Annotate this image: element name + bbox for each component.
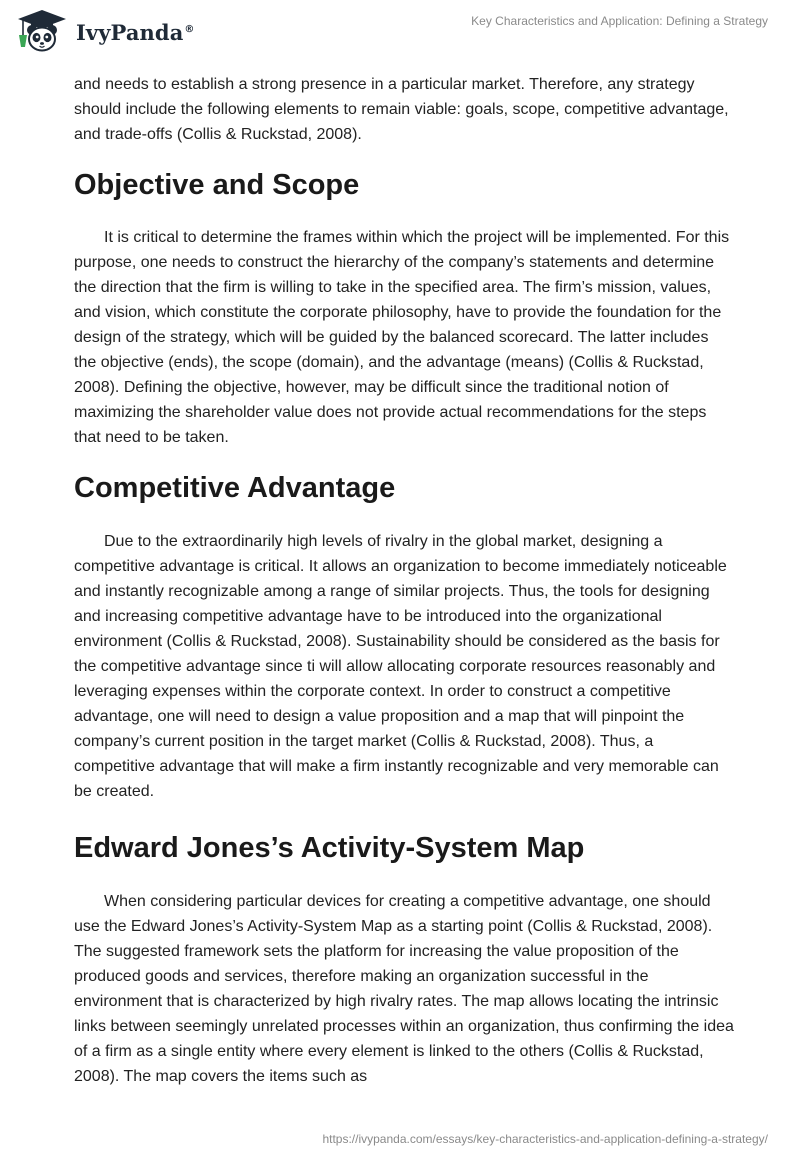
essay-body [74, 72, 734, 1089]
section-heading-activity-system-map: Edward Jones’s Activity-System Map [74, 832, 585, 864]
section-paragraph-competitive-advantage: Due to the extraordinarily high levels of rivalry in the global market, designing a competitive advantage is critical. It allows an organization to become immediately noticeable and instantly recognizable among a range of similar projects. Thus, the tools for designing and increasing competitive advantage have to be introduced into the organizational environment (Collis & Ruckstad, 2008). Sustainability should be considered as the basis for the competitive advantage since ti will allow allocating corporate resources reasonably and leveraging expenses within the corporate context. In order to construct a competitive advantage, one will need to design a value proposition and a map that will pinpoint the company’s current position in the target market (Collis & Ruckstad, 2008). Thus, a competitive advantage that will make a firm instantly recognizable and very memorable can be created. [74, 533, 727, 800]
section-paragraph-activity-system-map: When considering particular devices for creating a competitive advantage, one should use the Edward Jones’s Activity-System Map as a starting point (Collis & Ruckstad, 2008). The suggested framework sets the platform for increasing the value proposition of the produced goods and services, therefore making an organization successful in the environment that is characterized by high rivalry rates. The map allows locating the intrinsic links between seemingly unrelated processes within an organization, thus confirming the idea of a firm as a single entity where every element is linked to the others (Collis & Ruckstad, 2008). The map covers the items such as [74, 893, 734, 1085]
registered-mark: ® [184, 23, 195, 35]
section-heading-competitive-advantage: Competitive Advantage [74, 472, 396, 504]
page-header [0, 0, 800, 62]
section-heading-objective-scope: Objective and Scope [74, 169, 360, 201]
logo-wordmark: IvyPanda® [76, 19, 195, 45]
section-paragraph-objective-scope: It is critical to determine the frames within which the project will be implemented. For this purpose, one needs to construct the hierarchy of the company’s statements and determine the direction that the firm is willing to take in the specified area. The firm’s mission, values, and vision, which constitute the corporate philosophy, have to provide the foundation for the design of the strategy, which will be guided by the balanced scorecard. The latter includes the objective (ends), the scope (domain), and the advantage (means) (Collis & Ruckstad, 2008). Defining the objective, however, may be difficult since the traditional notion of maximizing the shareholder value does not provide actual recommendations for the steps that need to be taken. [74, 229, 730, 446]
source-url-link[interactable]: https://ivypanda.com/essays/key-characteristics-and-application-defining-a-strategy/ [322, 1132, 768, 1146]
document-title: Key Characteristics and Application: Defining a Strategy [471, 14, 768, 28]
intro-paragraph: and needs to establish a strong presence in a particular market. Therefore, any strategy should include the following elements to remain viable: goals, scope, competitive advantage, and trade-offs (Collis & Ruckstad, 2008). [74, 76, 729, 143]
ivypanda-logo[interactable] [14, 8, 195, 54]
panda-graduate-icon [14, 8, 70, 54]
